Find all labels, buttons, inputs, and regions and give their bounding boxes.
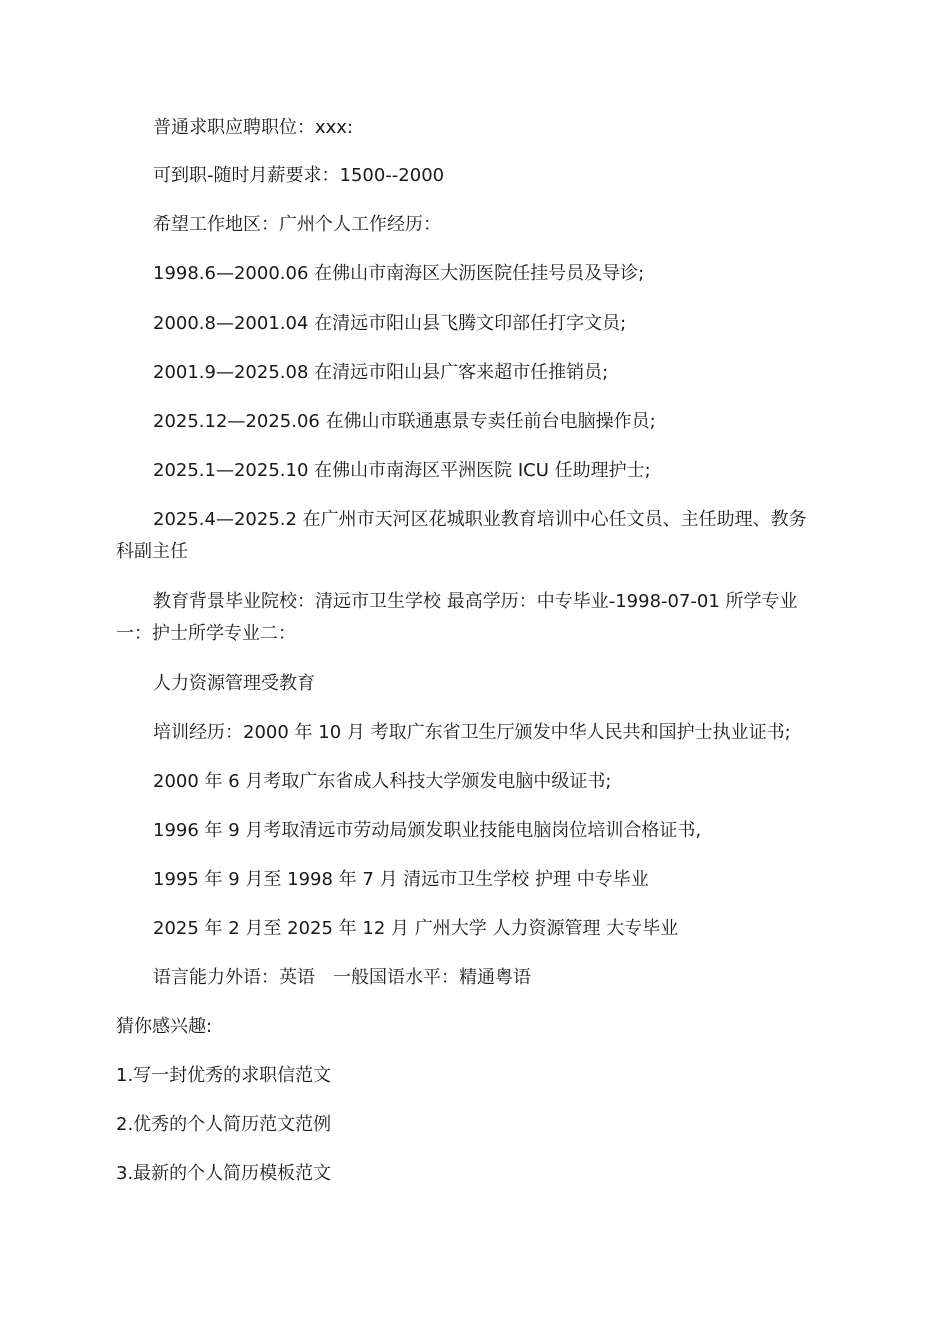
- related-link[interactable]: 3.最新的个人简历模板范文: [116, 1163, 332, 1184]
- education-history-item: 1995 年 9 月至 1998 年 7 月 清远市卫生学校 护理 中专毕业: [153, 869, 649, 890]
- training-item: 2000 年 6 月考取广东省成人科技大学颁发电脑中级证书;: [153, 771, 612, 792]
- education-history-item: 2025 年 2 月至 2025 年 12 月 广州大学 人力资源管理 大专毕业: [153, 918, 679, 939]
- work-history-item: 2001.9—2025.08 在清远市阳山县广客来超市任推销员;: [153, 362, 609, 383]
- work-history-item: 2025.1—2025.10 在佛山市南海区平洲医院 ICU 任助理护士;: [153, 460, 651, 481]
- training-item: 1996 年 9 月考取清远市劳动局颁发职业技能电脑岗位培训合格证书,: [153, 820, 702, 841]
- related-link[interactable]: 1.写一封优秀的求职信范文: [116, 1065, 332, 1086]
- salary-line: 可到职-随时月薪要求：1500--2000: [153, 165, 445, 186]
- major-line: 人力资源管理受教育: [153, 673, 315, 694]
- work-history-item: 2025.4—2025.2 在广州市天河区花城职业教育培训中心任文员、主任助理、教务: [153, 509, 807, 530]
- education-line-continued: 一：护士所学专业二：: [116, 623, 296, 644]
- education-line: 教育背景毕业院校：清远市卫生学校 最高学历：中专毕业-1998-07-01 所学专业: [153, 591, 798, 612]
- training-item: 培训经历：2000 年 10 月 考取广东省卫生厅颁发中华人民共和国护士执业证书;: [153, 722, 791, 743]
- work-history-item: 2025.12—2025.06 在佛山市联通惠景专卖任前台电脑操作员;: [153, 411, 656, 432]
- related-heading: 猜你感兴趣:: [116, 1016, 213, 1037]
- language-line: 语言能力外语：英语 一般国语水平：精通粤语: [153, 967, 531, 988]
- work-history-item: 2000.8—2001.04 在清远市阳山县飞腾文印部任打字文员;: [153, 313, 627, 334]
- job-position-line: 普通求职应聘职位：xxx:: [153, 117, 354, 138]
- work-history-item: 1998.6—2000.06 在佛山市南海区大沥医院任挂号员及导诊;: [153, 263, 645, 284]
- work-history-item-continued: 科副主任: [116, 541, 188, 562]
- work-area-line: 希望工作地区：广州个人工作经历：: [153, 214, 441, 235]
- related-link[interactable]: 2.优秀的个人简历范文范例: [116, 1114, 332, 1135]
